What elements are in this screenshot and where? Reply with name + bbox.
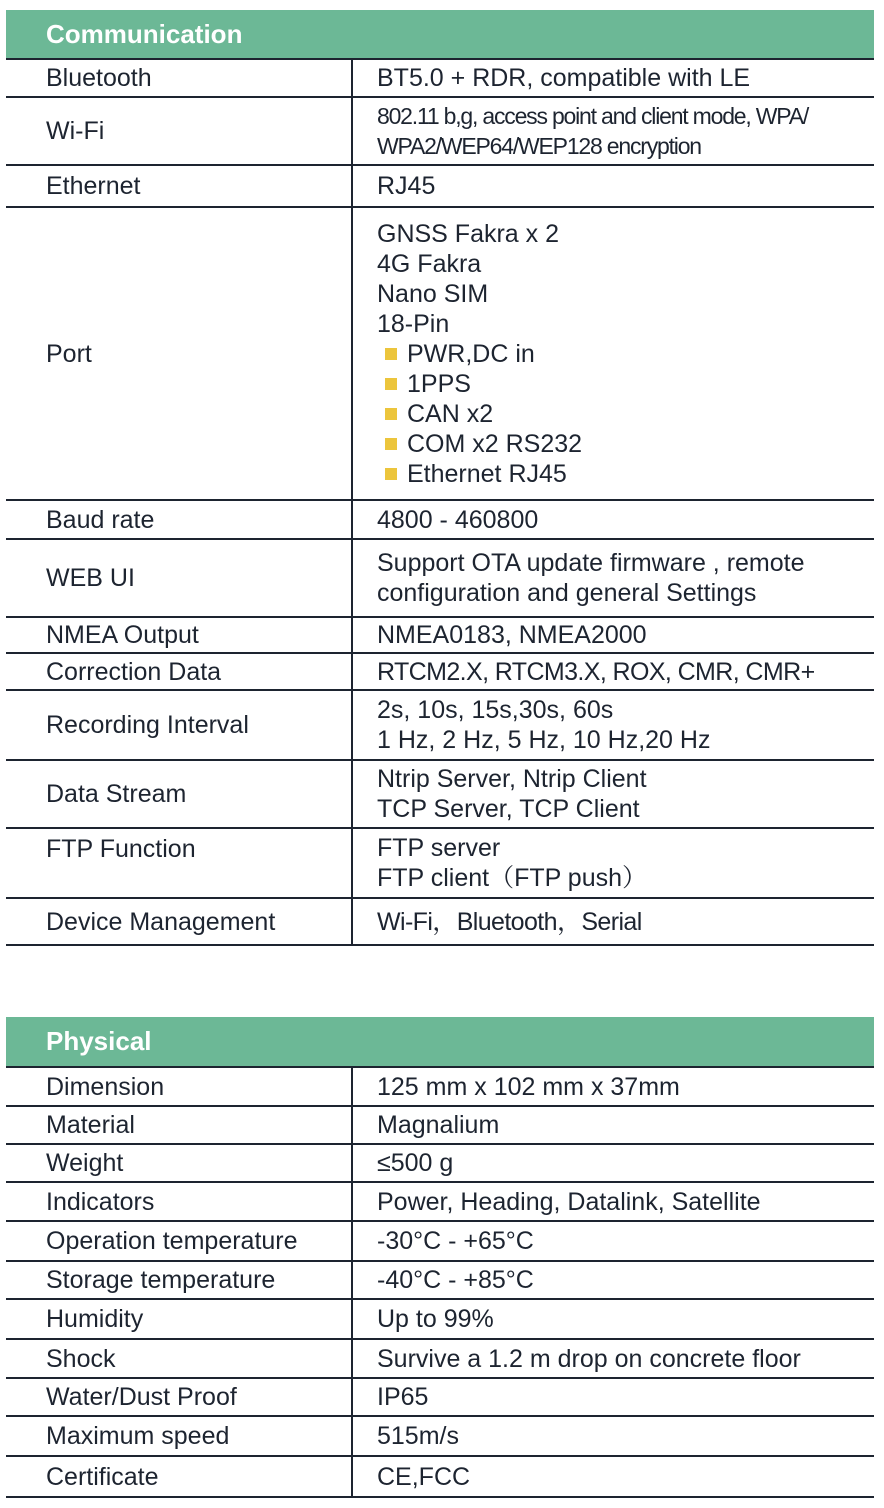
bullet-item (377, 339, 874, 369)
square-bullet-icon (385, 468, 397, 480)
row-value: RJ45 (377, 172, 436, 200)
table-row-web-ui (6, 540, 874, 618)
row-label: Port (6, 208, 353, 499)
row-value (353, 691, 874, 759)
value-line: FTP client（FTP push） (377, 864, 647, 892)
bullet-item (377, 429, 874, 459)
table-row-humidity (6, 1300, 874, 1340)
table-row-weight (6, 1145, 874, 1183)
value-line: WPA2/WEP64/WEP128 encryption (377, 133, 701, 159)
row-value: Magnalium (377, 1111, 500, 1139)
row-label: Storage temperature (6, 1262, 353, 1298)
row-label: Dimension (6, 1068, 353, 1105)
table-row-storage-temperature (6, 1262, 874, 1300)
row-value (353, 540, 874, 616)
square-bullet-icon (385, 408, 397, 420)
row-label: Humidity (6, 1300, 353, 1338)
row-label: Shock (6, 1340, 353, 1377)
row-label: Correction Data (6, 654, 353, 689)
table-row-port (6, 208, 874, 501)
square-bullet-icon (385, 378, 397, 390)
value-line: Nano SIM (377, 279, 489, 308)
row-value: RTCM2.X, RTCM3.X, ROX, CMR, CMR+ (377, 657, 815, 686)
table-row-wifi (6, 98, 874, 166)
row-label: Recording Interval (6, 691, 353, 759)
table-row-indicators (6, 1183, 874, 1222)
bullet-text: 1PPS (407, 369, 471, 398)
row-label: Operation temperature (6, 1222, 353, 1260)
value-line: 4G Fakra (377, 249, 482, 278)
row-value: ≤500 g (377, 1149, 454, 1177)
table-row-certificate (6, 1457, 874, 1498)
table-row-baud-rate (6, 501, 874, 540)
row-label: WEB UI (6, 540, 353, 616)
table-row-device-management (6, 899, 874, 946)
row-label: Baud rate (6, 501, 353, 538)
bullet-text: COM x2 RS232 (407, 429, 583, 458)
row-value: Up to 99% (377, 1305, 494, 1333)
table-row-data-stream (6, 761, 874, 829)
row-value: -40°C - +85°C (377, 1266, 534, 1294)
bullet-text: PWR,DC in (407, 339, 535, 368)
row-value: Survive a 1.2 m drop on concrete floor (377, 1344, 801, 1373)
value-line: 18-Pin (377, 309, 450, 338)
row-value: 515m/s (377, 1422, 459, 1450)
table-row-recording-interval (6, 691, 874, 761)
communication-header: Communication (6, 10, 874, 60)
row-label: Water/Dust Proof (6, 1379, 353, 1415)
row-value: IP65 (377, 1383, 429, 1411)
physical-header: Physical (6, 1017, 874, 1068)
row-label: Material (6, 1107, 353, 1143)
value-line: 802.11 b,g, access point and client mode, WPA/ (377, 103, 809, 129)
table-row-ethernet (6, 166, 874, 208)
row-value (353, 761, 874, 827)
bullet-text: CAN x2 (407, 399, 494, 428)
value-line: 1 Hz, 2 Hz, 5 Hz, 10 Hz,20 Hz (377, 726, 711, 754)
table-row-operation-temperature (6, 1222, 874, 1262)
value-line: 2s, 10s, 15s,30s, 60s (377, 696, 614, 724)
row-value (353, 829, 874, 897)
value-line: GNSS Fakra x 2 (377, 219, 559, 248)
table-row-water-dust-proof (6, 1379, 874, 1417)
bullet-item (377, 369, 874, 399)
value-line: Support OTA update firmware , remote (377, 549, 805, 577)
row-label: Maximum speed (6, 1417, 353, 1455)
row-label: Indicators (6, 1183, 353, 1220)
row-value: 125 mm x 102 mm x 37mm (377, 1072, 680, 1101)
communication-table (6, 10, 874, 946)
physical-table (6, 1017, 874, 1498)
value-line: TCP Server, TCP Client (377, 795, 640, 823)
row-label: FTP Function (6, 829, 353, 897)
row-label: Certificate (6, 1457, 353, 1496)
row-label: Wi-Fi (6, 98, 353, 164)
row-value: CE,FCC (377, 1462, 471, 1491)
row-value (353, 98, 874, 164)
row-value: Power, Heading, Datalink, Satellite (377, 1187, 761, 1216)
row-label: Weight (6, 1145, 353, 1181)
value-line: configuration and general Settings (377, 579, 757, 607)
bullet-text: Ethernet RJ45 (407, 459, 567, 488)
table-row-maximum-speed (6, 1417, 874, 1457)
table-row-correction-data (6, 654, 874, 691)
table-row-ftp-function (6, 829, 874, 899)
row-value: -30°C - +65°C (377, 1227, 534, 1255)
row-label: Ethernet (6, 166, 353, 206)
table-row-material (6, 1107, 874, 1145)
row-value: Wi-Fi，Bluetooth，Serial (377, 907, 642, 936)
table-row-dimension (6, 1068, 874, 1107)
row-label: Device Management (6, 899, 353, 944)
row-value: NMEA0183, NMEA2000 (377, 621, 647, 649)
bullet-item (377, 459, 874, 489)
square-bullet-icon (385, 438, 397, 450)
square-bullet-icon (385, 348, 397, 360)
value-line: FTP server (377, 834, 501, 862)
row-value: 4800 - 460800 (377, 505, 539, 534)
table-row-shock (6, 1340, 874, 1379)
row-label: NMEA Output (6, 618, 353, 652)
row-value: BT5.0 + RDR, compatible with LE (377, 64, 751, 92)
table-row-nmea-output (6, 618, 874, 654)
table-row-bluetooth (6, 60, 874, 98)
row-value (353, 208, 874, 499)
value-line: Ntrip Server, Ntrip Client (377, 765, 647, 793)
bullet-item (377, 399, 874, 429)
row-label: Bluetooth (6, 60, 353, 96)
row-label: Data Stream (6, 761, 353, 827)
